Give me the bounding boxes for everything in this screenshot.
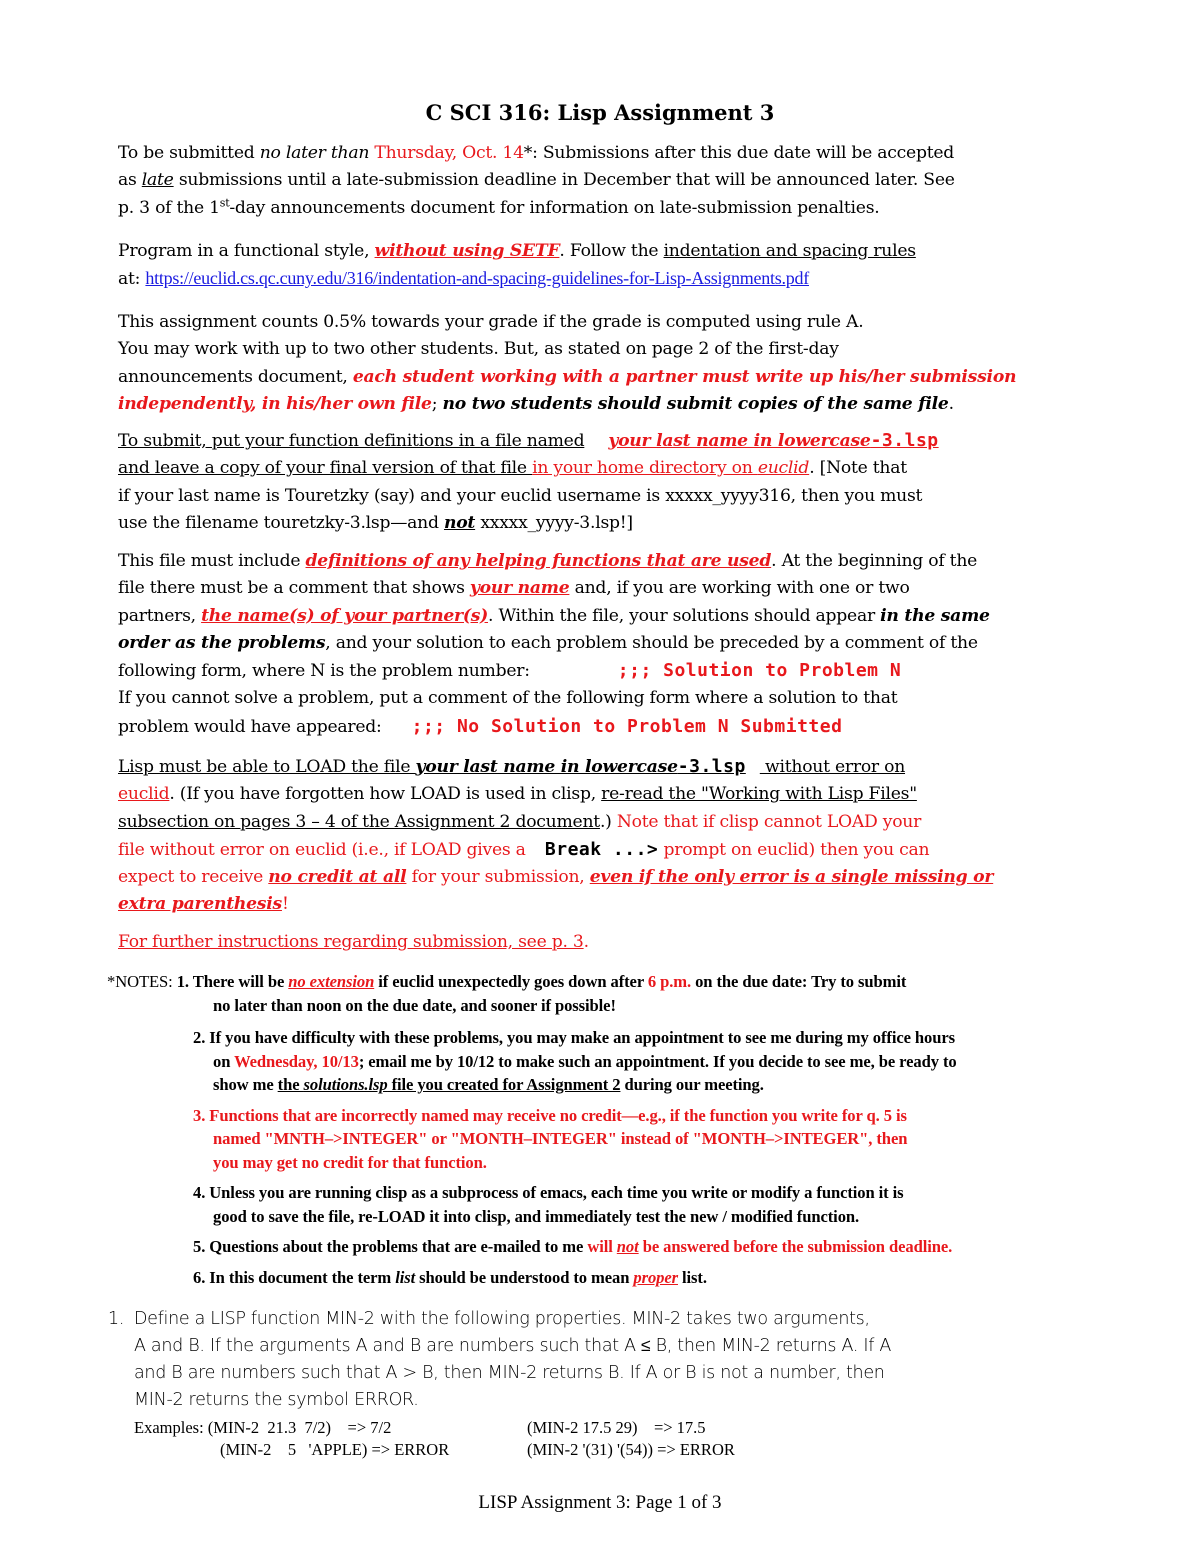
- submission-paragraph: To submit, put your function definitions in a file named your last name in lowercase-3.lsp and leave a copy of your final version of that file in your home directory on euclid. [Note that if your last name is Touretzky (say) and your euclid username is xxxxx_yyyy316, then you must use the filename touretzky-3.lsp—and not xxxxx_yyyy-3.lsp!]: [118, 430, 939, 533]
- problem-1: 1. Define a LISP function MIN-2 with the following properties. MIN-2 takes two arguments, A and B. If the arguments A and B are numbers such that A ≤ B, then MIN-2 returns A. If A and B are numbers such that A > B, then MIN-2 returns B. If A or B is not a number, then MIN-2 returns the symbol ERROR.: [108, 1309, 892, 1410]
- due-date-paragraph: To be submitted no later than Thursday, Oct. 14*: Submissions after this due date will be accepted as late submissions until a late-submission deadline in December that will be announced later. See p. 3 of the 1st-day announcements document for information on late-submission penalties.: [118, 143, 955, 218]
- further-instructions-link[interactable]: For further instructions regarding submission, see p. 3: [118, 932, 584, 952]
- notes-section: *NOTES: 1. There will be no extension if euclid unexpectedly goes down after 6 p.m. on the due date: Try to submit no later than noon on the due date, and sooner if possible! 2. If you have difficulty with these problems, you may make an appointment to see me during my office hours on Wednesday, 10/13; email me by 10/12 to make such an appointment. If you decide to see me, be ready to show me the solutions.lsp file you created for Assignment 2 during our meeting. 3. Functions that are incorrectly named may receive no credit—e.g., if the function you write for q. 5 is named "MNTH–>INTEGER" or "MONTH–INTEGER" instead of "MONTH–>INTEGER", then you may get no credit for that function. 4. Unless you are running clisp as a subprocess of emacs, each time you write or modify a function it is good to save the file, re-LOAD it into clisp, and immediately test the new / modified function. 5. Questions about the problems that are e-mailed to me will not be answered before the submission deadline. 6. In this document the term list should be understood to mean proper list.: [107, 970, 1117, 1296]
- style-paragraph: Program in a functional style, without using SETF. Follow the indentation and spacing rules at: https://euclid.cs.qc.cuny.edu/316/indentation-and-spacing-guidelines-for-Lisp-Assignments.pdf: [118, 241, 916, 290]
- file-contents-paragraph: This file must include definitions of any helping functions that are used. At the beginning of the file there must be a comment that shows your name and, if you are working with one or two partners, the name(s) of your partner(s). Within the file, your solutions should appear in the same order as the problems, and your solution to each problem should be preceded by a comment of the following form, where N is the problem number: ;;; Solution to Problem N If you cannot solve a problem, put a comment of the following form where a solution to that problem would have appeared: ;;; No Solution to Problem N Submitted: [118, 551, 990, 737]
- no-solution-comment-example: ;;; No Solution to Problem N Submitted: [411, 715, 843, 737]
- note-4: 4. Unless you are running clisp as a subprocess of emacs, each time you write or modify a function it is good to save the file, re-LOAD it into clisp, and immediately test the new / modified function.: [193, 1183, 904, 1226]
- further-instructions: For further instructions regarding submission, see p. 3.: [118, 932, 589, 952]
- solution-comment-example: ;;; Solution to Problem N: [617, 660, 902, 682]
- problem-1-examples: Examples: (MIN-2 21.3 7/2) => 7/2 (MIN-2 17.5 29) => 17.5 (MIN-2 5 'APPLE) => ERROR (MIN-2 '(31) '(54)) => ERROR: [134, 1418, 735, 1459]
- note-6: 6. In this document the term list should be understood to mean proper list.: [193, 1267, 707, 1287]
- note-3: 3. Functions that are incorrectly named may receive no credit—e.g., if the function you write for q. 5 is named "MNTH–>INTEGER" or "MONTH–INTEGER" instead of "MONTH–>INTEGER", then you may get no credit for that function.: [193, 1105, 908, 1172]
- due-date: Thursday, Oct. 14: [374, 143, 524, 163]
- note-5: 5. Questions about the problems that are e-mailed to me will not be answered before the submission deadline.: [193, 1237, 953, 1256]
- note-2: 2. If you have difficulty with these problems, you may make an appointment to see me during my office hours on Wednesday, 10/13; email me by 10/12 to make such an appointment. If you decide to see me, be ready to show me the solutions.lsp file you created for Assignment 2 during our meeting.: [193, 1028, 957, 1094]
- load-paragraph: Lisp must be able to LOAD the file your last name in lowercase-3.lsp without error on euclid. (If you have forgotten how LOAD is used in clisp, re-read the "Working with Lisp Files" subsection on pages 3 – 4 of the Assignment 2 document.) Note that if clisp cannot LOAD your file without error on euclid (i.e., if LOAD gives a Break ...> prompt on euclid) then you can expect to receive no credit at all for your submission, even if the only error is a single missing or extra parenthesis!: [118, 756, 994, 915]
- grading-paragraph: This assignment counts 0.5% towards your grade if the grade is computed using rule A. You may work with up to two other students. But, as stated on page 2 of the first-day announcements document, each student working with a partner must write up his/her submission independently, in his/her own file; no two students should submit copies of the same file.: [118, 312, 1017, 414]
- note-1-continued: no later than noon on the due date, and sooner if possible!: [213, 995, 616, 1015]
- page-title: C SCI 316: Lisp Assignment 3: [425, 100, 775, 125]
- page-footer: LISP Assignment 3: Page 1 of 3: [478, 1492, 722, 1513]
- guidelines-link[interactable]: https://euclid.cs.qc.cuny.edu/316/indentation-and-spacing-guidelines-for-Lisp-Assignments.pdf: [145, 268, 809, 289]
